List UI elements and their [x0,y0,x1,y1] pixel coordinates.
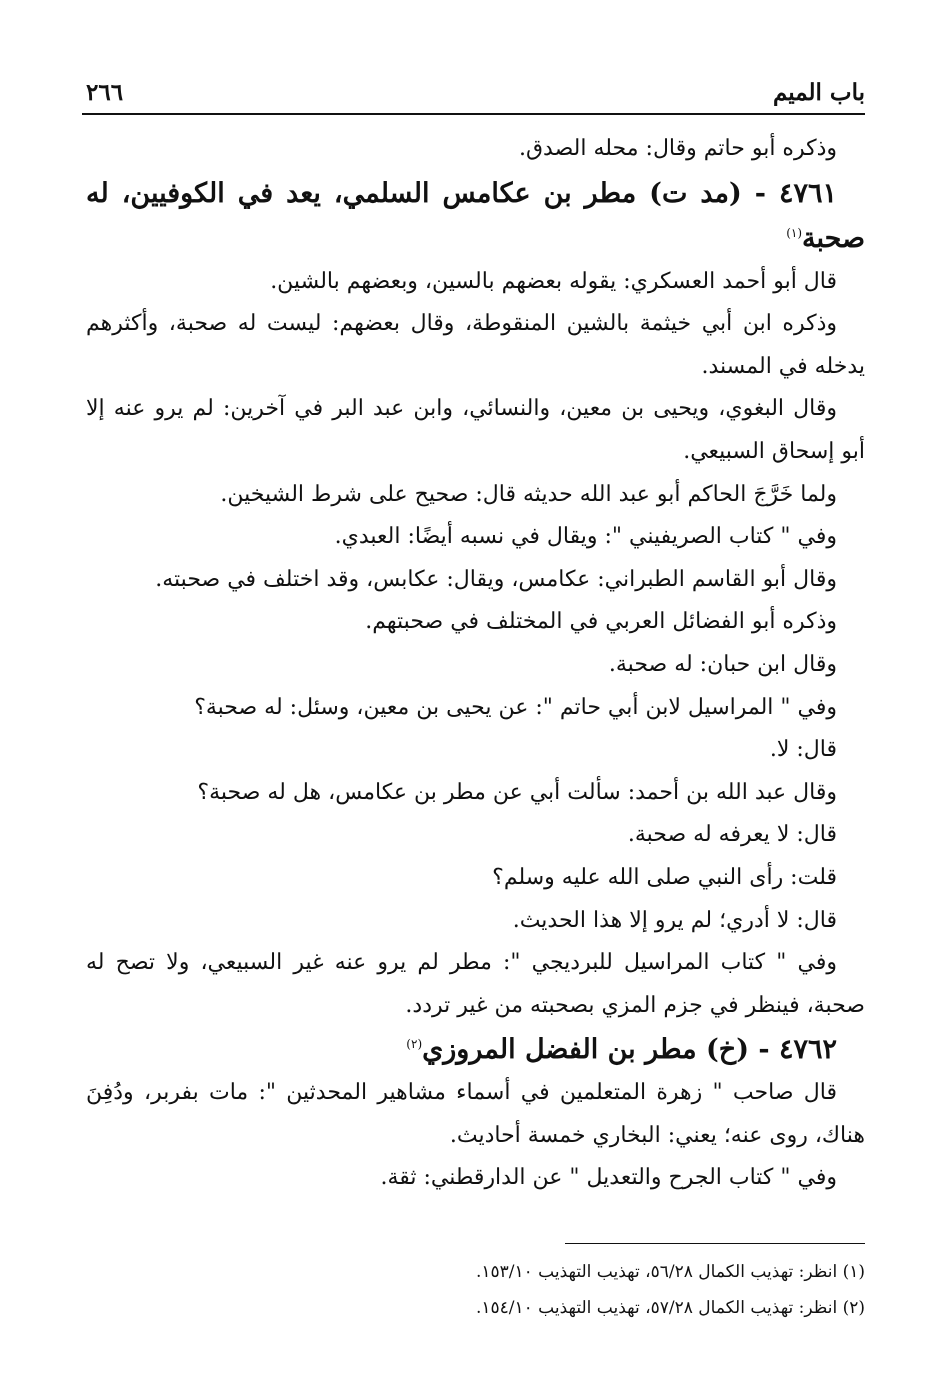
body-paragraph: وفي " المراسيل لابن أبي حاتم ": عن يحيى بن معين، وسئل: له صحبة؟ [194,694,837,720]
header-rule [82,113,865,115]
footnote-separator [565,1243,865,1244]
body-paragraph: وفي " كتاب الجرح والتعديل " عن الدارقطني: ثقة. [380,1165,837,1191]
entry-heading-text: ٤٧٦٢ - (خ) مطر بن الفضل المروزي [422,1034,837,1066]
running-header [86,74,865,110]
footnotes [86,1254,865,1326]
body-paragraph: قال أبو أحمد العسكري: يقوله بعضهم بالسين، وبعضهم بالشين. [270,268,837,294]
body-paragraph: وقال ابن حبان: له صحبة. [608,651,837,677]
page-body [86,128,865,1200]
body-paragraph: وذكره أبو الفضائل العربي في المختلف في صحبتهم. [365,609,837,635]
body-paragraph: وذكره أبو حاتم وقال: محله الصدق. [518,136,837,161]
entry-heading-text: ٤٧٦١ - (مد ت) مطر بن عكامس السلمي، يعد في الكوفيين، له صحبة [86,177,865,254]
entry-heading [86,171,865,261]
footnote-marker: (١) [786,225,803,240]
body-paragraph: وفي " كتاب الصريفيني ": ويقال في نسبه أيضًا: العبدي. [334,524,837,550]
body-paragraph: وقال أبو القاسم الطبراني: عكامس، ويقال: عكابس، وقد اختلف في صحبته. [155,566,837,592]
body-paragraph: قال: لا يعرفه له صحبة. [627,822,837,848]
body-paragraph: وقال عبد الله بن أحمد: سألت أبي عن مطر بن عكامس، هل له صحبة؟ [197,779,837,805]
chapter-title: باب الميم [772,78,865,106]
page-number: ٢٦٦ [86,78,124,106]
body-paragraph: وقال البغوي، ويحيى بن معين، والنسائي، وابن عبد البر في آخرين: لم يرو عنه إلا أبو إسحاق السبيعي. [86,396,865,464]
body-paragraph: ولما خَرَّجَ الحاكم أبو عبد الله حديثه قال: صحيح على شرط الشيخين. [220,481,837,507]
body-paragraph: قال صاحب " زهرة المتعلمين في أسماء مشاهير المحدثين ": مات بفربر، ودُفِنَ هناك، روى عنه؛ يعني: البخاري خمسة أحاديث. [86,1080,865,1148]
body-paragraph: وفي " كتاب المراسيل للبرديجي ": مطر لم يرو عنه غير السبيعي، ولا تصح له صحبة، فينظر في جزم المزي بصحبته من غير تردد. [86,950,865,1018]
body-paragraph: قال: لا أدري؛ لم يرو إلا هذا الحديث. [512,907,837,933]
footnote-marker: (٢) [406,1037,423,1052]
body-paragraph: قلت: رأى النبي صلى الله عليه وسلم؟ [492,864,837,890]
entry-heading [86,1027,865,1072]
footnote: (١) انظر: تهذيب الكمال ٥٦/٢٨، تهذيب التهذيب ١٥٣/١٠. [475,1262,865,1282]
body-paragraph: قال: لا. [769,737,837,763]
footnote: (٢) انظر: تهذيب الكمال ٥٧/٢٨، تهذيب التهذيب ١٥٤/١٠. [475,1298,865,1318]
body-paragraph: وذكره ابن أبي خيثمة بالشين المنقوطة، وقال بعضهم: ليست له صحبة، وأكثرهم يدخله في المسند. [86,311,865,379]
